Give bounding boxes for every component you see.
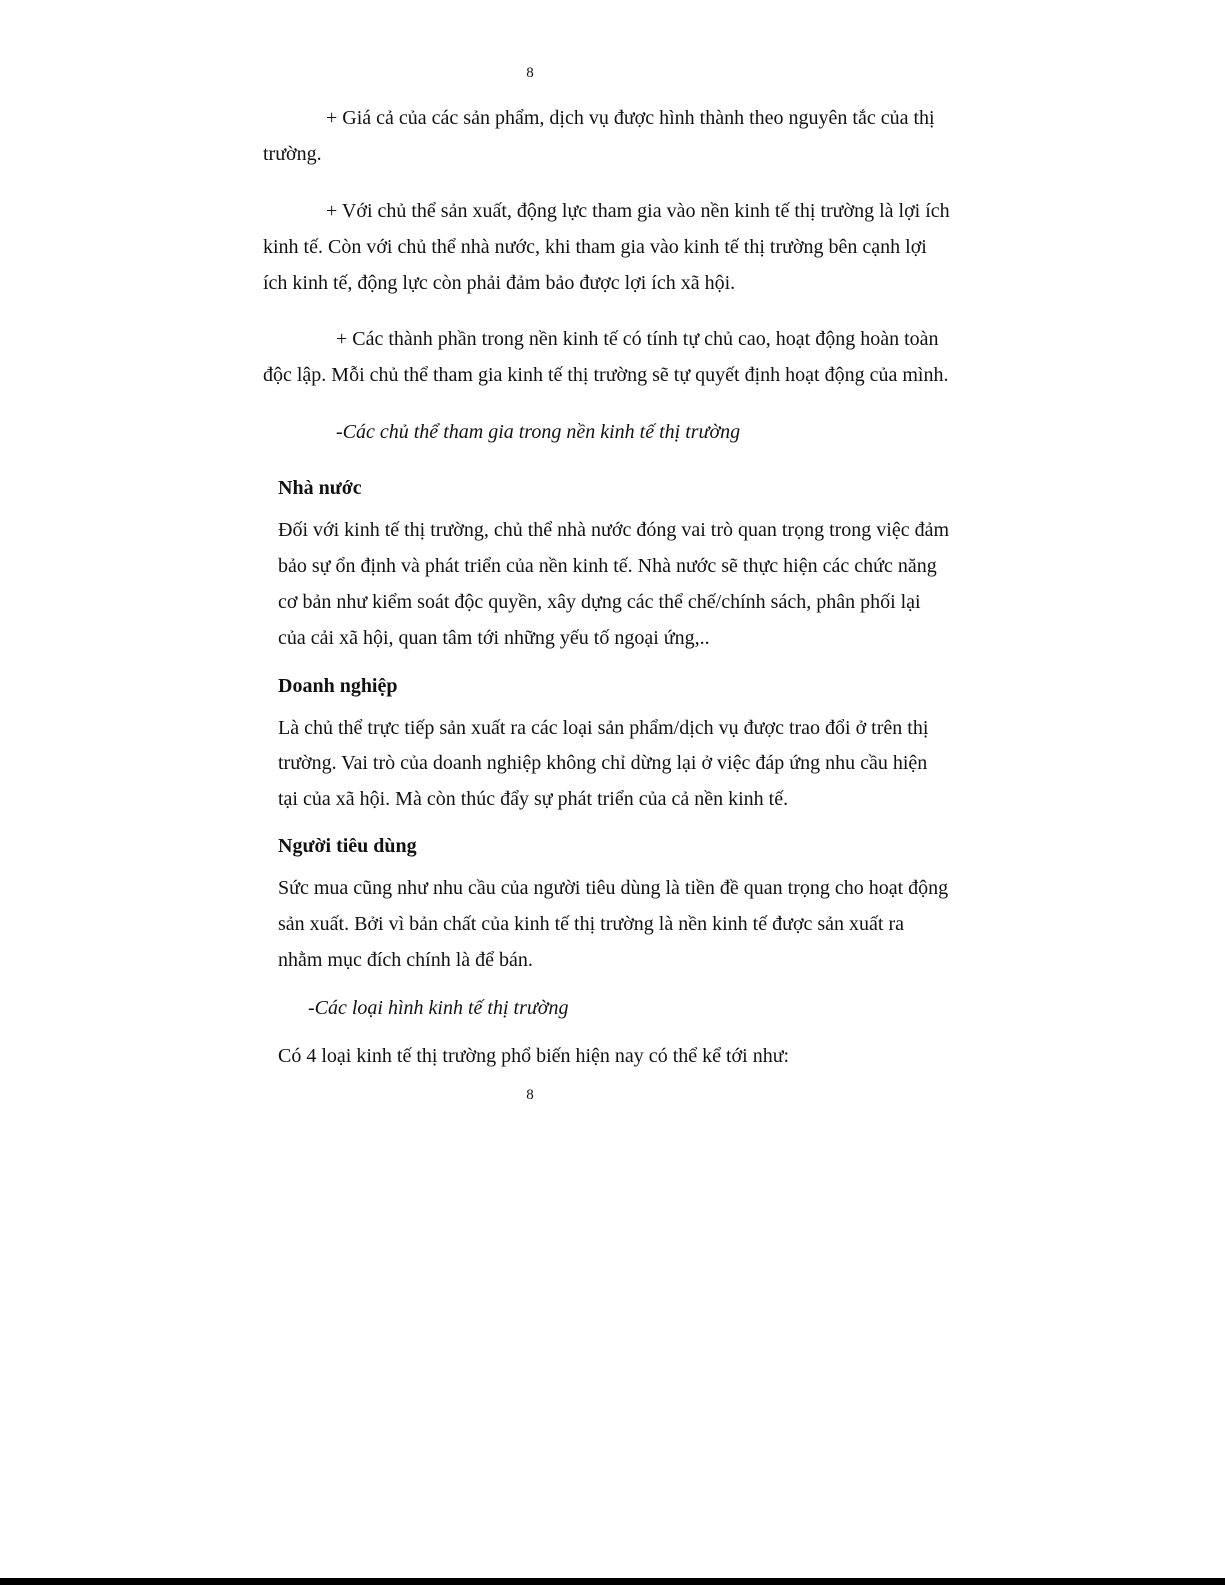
- consumer-line-1: Sức mua cũng như nhu cầu của người tiêu dùng là tiền đề quan trọng cho hoạt động: [278, 877, 949, 899]
- subheading-market-types: -Các loại hình kinh tế thị trường: [308, 997, 569, 1019]
- state-line-3: cơ bản như kiểm soát độc quyền, xây dựng các thể chế/chính sách, phân phối lại: [278, 591, 921, 613]
- heading-consumer: Người tiêu dùng: [278, 835, 417, 857]
- paragraph-motivation-line-3: ích kinh tế, động lực còn phải đảm bảo được lợi ích xã hội.: [263, 272, 736, 294]
- consumer-line-3: nhằm mục đích chính là để bán.: [278, 949, 533, 971]
- page-number-top: 8: [526, 65, 534, 81]
- page-number-bottom: 8: [526, 1087, 534, 1103]
- state-line-1: Đối với kinh tế thị trường, chủ thể nhà nước đóng vai trò quan trọng trong việc đảm: [278, 519, 950, 541]
- state-line-4: của cải xã hội, quan tâm tới những yếu tố ngoại ứng,..: [278, 627, 710, 649]
- market-types-intro: Có 4 loại kinh tế thị trường phổ biến hiện nay có thể kể tới như:: [278, 1045, 790, 1067]
- paragraph-autonomy-line-1: + Các thành phần trong nền kinh tế có tính tự chủ cao, hoạt động hoàn toàn: [336, 328, 939, 350]
- enterprise-line-2: trường. Vai trò của doanh nghiệp không chỉ dừng lại ở việc đáp ứng nhu cầu hiện: [278, 752, 928, 774]
- consumer-line-2: sản xuất. Bởi vì bản chất của kinh tế thị trường là nền kinh tế được sản xuất ra: [278, 913, 905, 935]
- subheading-market-participants: -Các chủ thể tham gia trong nền kinh tế thị trường: [336, 421, 741, 443]
- paragraph-motivation-line-1: + Với chủ thể sản xuất, động lực tham gia vào nền kinh tế thị trường là lợi ích: [326, 200, 950, 222]
- heading-enterprise: Doanh nghiệp: [278, 675, 398, 697]
- enterprise-line-1: Là chủ thể trực tiếp sản xuất ra các loại sản phẩm/dịch vụ được trao đổi ở trên thị: [278, 717, 929, 739]
- enterprise-line-3: tại của xã hội. Mà còn thúc đẩy sự phát triển của cả nền kinh tế.: [278, 788, 789, 810]
- paragraph-price-line-2: trường.: [263, 143, 322, 165]
- heading-state: Nhà nước: [278, 477, 362, 499]
- paragraph-price-line-1: + Giá cả của các sản phẩm, dịch vụ được hình thành theo nguyên tắc của thị: [326, 107, 935, 129]
- bottom-border: [0, 1578, 1225, 1585]
- state-line-2: bảo sự ổn định và phát triển của nền kinh tế. Nhà nước sẽ thực hiện các chức năng: [278, 555, 937, 577]
- paragraph-autonomy-line-2: độc lập. Mỗi chủ thể tham gia kinh tế thị trường sẽ tự quyết định hoạt động của mình.: [263, 364, 949, 386]
- paragraph-motivation-line-2: kinh tế. Còn với chủ thể nhà nước, khi tham gia vào kinh tế thị trường bên cạnh lợi: [263, 236, 927, 258]
